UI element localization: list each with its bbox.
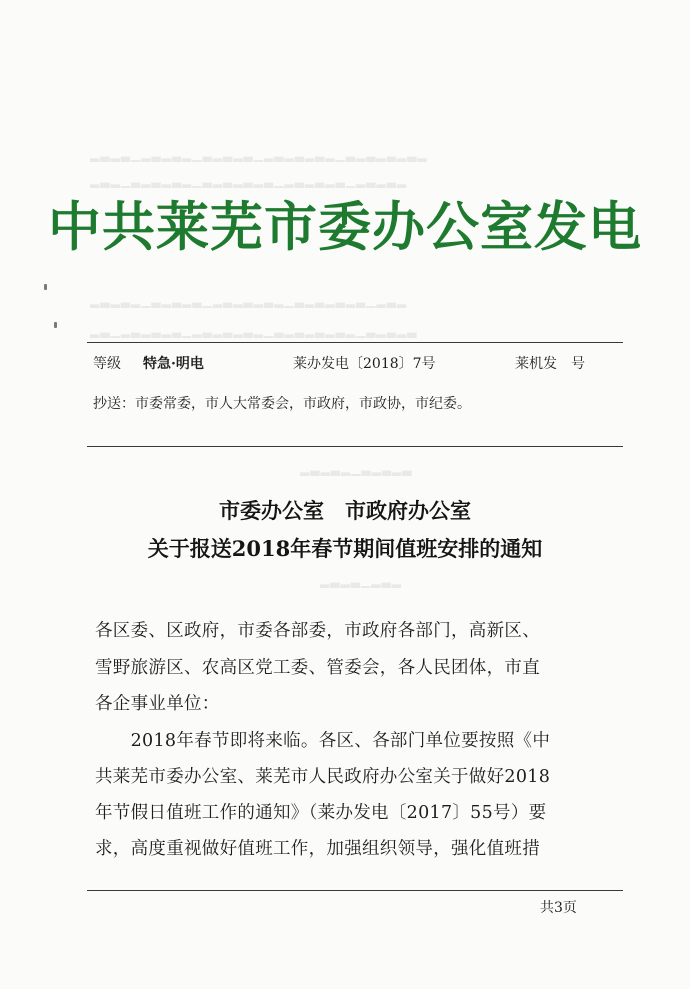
- scan-speck: [44, 284, 47, 290]
- cc-recipients: 抄送：市委常委，市人大常委会，市政府，市政协，市纪委。: [93, 396, 471, 412]
- bleed-through-text: ▂▃▂▃▂▁▃▂▃▂▃: [300, 462, 413, 476]
- body-paragraph-line: 求，高度重视做好值班工作，加强组织领导，强化值班措: [95, 839, 540, 859]
- addressee-line: 各区委、区政府，市委各部委，市政府各部门，高新区、: [95, 621, 540, 641]
- body-paragraph-line: 共莱芜市委办公室、莱芜市人民政府办公室关于做好2018: [95, 767, 551, 787]
- urgency-level-value: 特急·明电: [143, 356, 204, 372]
- bleed-through-text: ▂▃▂▃▁▂▃▂▃▂▁▃▂▃▂▃▁▂▃▂▃▂▃▂▁▃▂▃▂▃▂▃▂: [90, 148, 428, 162]
- bleed-through-text: ▂▃▂▃▁▂▃▂: [320, 574, 402, 588]
- bleed-through-text: ▂▃▂▁▃▂▃▂▃▂▁▃▂▃▂▃▂▃▁▂▃▂▃▂▃▁▂▃▂▃▂: [90, 174, 408, 188]
- bleed-through-text: ▂▃▁▂▃▂▃▂▃▁▂▃▂▃▂▃▂▁▃▂▃▂▃▂▃▂▁▃▂▃▂▃: [90, 324, 418, 338]
- cc-divider: [87, 446, 623, 447]
- dispatch-number: 莱机发 号: [515, 356, 585, 372]
- scan-speck: [54, 322, 57, 328]
- document-number: 莱办发电〔2018〕7号: [293, 356, 436, 372]
- footer-divider: [87, 890, 623, 891]
- body-paragraph-line: 年节假日值班工作的通知》（莱办发电〔2017〕55号）要: [95, 803, 547, 823]
- notice-title-line-2: 关于报送2018年春节期间值班安排的通知: [147, 536, 543, 561]
- notice-title-line-1: 市委办公室 市政府办公室: [219, 498, 471, 523]
- addressee-line: 雪野旅游区、农高区党工委、管委会，各人民团体，市直: [95, 658, 540, 678]
- telegram-header-title: 中共莱芜市委办公室发电: [48, 197, 642, 258]
- document-meta-row: [93, 352, 621, 376]
- urgency-level-label: 等级: [93, 356, 121, 372]
- page-count: 共3页: [540, 900, 577, 916]
- bleed-through-text: ▂▃▂▃▂▁▃▂▃▂▃▁▂▃▂▃▂▃▂▁▃▂▃▂▃▂▃▁▂▃▂: [90, 294, 408, 308]
- body-paragraph-line: 2018年春节即将来临。各区、各部门单位要按照《中: [95, 731, 551, 751]
- addressee-line: 各企事业单位：: [95, 694, 220, 714]
- header-divider: [87, 342, 623, 343]
